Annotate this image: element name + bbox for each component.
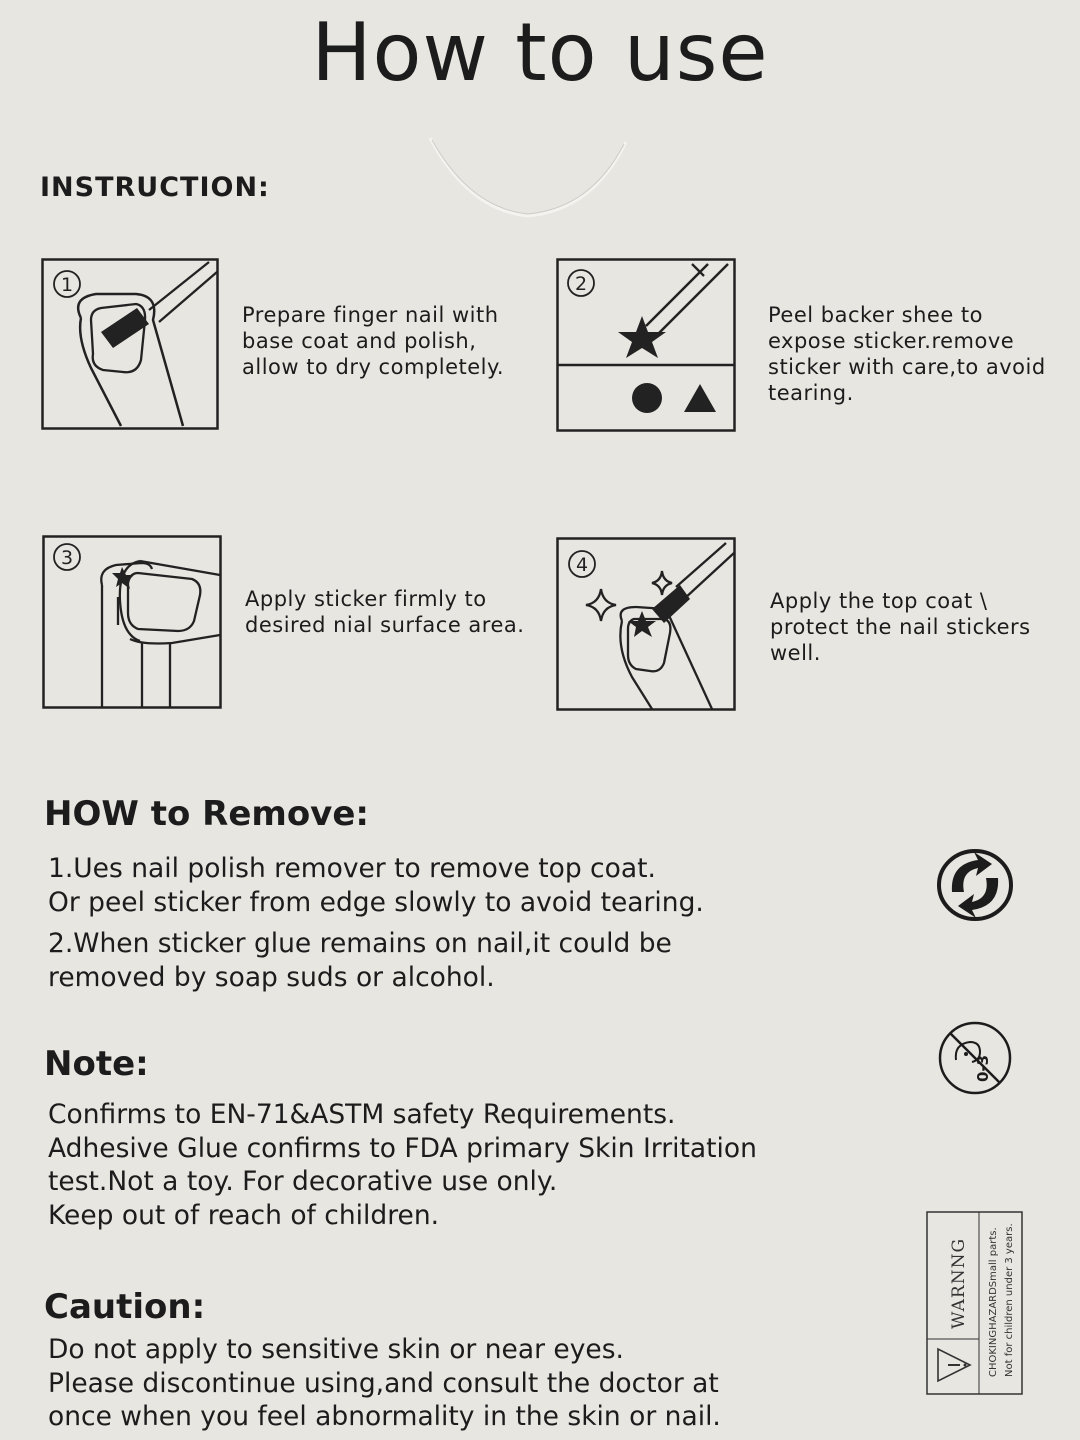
warning-line-1: CHOKINGHAZARDSmall parts. (988, 1227, 999, 1377)
step-1-illustration (41, 258, 219, 430)
step-3-number: 3 (60, 547, 74, 569)
instruction-label: INSTRUCTION: (40, 172, 270, 203)
page-title: How to use (311, 6, 769, 99)
warning-line-2: Not for children under 3 years. (1004, 1223, 1015, 1377)
step-1-number: 1 (60, 274, 74, 296)
step-1-text: Prepare finger nail with base coat and polish, allow to dry completely. (242, 303, 505, 379)
remove-item-1: 1.Ues nail polish remover to remove top coat. Or peel sticker from edge slowly to avoid tearing. (48, 853, 704, 918)
step-2-number: 2 (574, 273, 588, 295)
warning-title: WARNNG (949, 1237, 969, 1329)
step-4-number: 4 (575, 554, 589, 576)
step-3-illustration (42, 535, 220, 707)
not-for-age-icon (936, 1020, 1014, 1096)
age-badge-text: 0-3 (974, 1054, 992, 1082)
caution-heading: Caution: (44, 1287, 206, 1327)
step-4-text: Apply the top coat \ protect the nail stickers well. (770, 589, 1031, 665)
note-text: Confirms to EN-71&ASTM safety Requirements. Adhesive Glue confirms to FDA primary Skin Irritation test.Not a toy. For decorative use only. Keep out of reach of children. (48, 1099, 757, 1231)
remove-heading: HOW to Remove: (44, 794, 369, 834)
recycle-icon (936, 848, 1014, 922)
step-2-illustration (556, 258, 734, 430)
caution-text: Do not apply to sensitive skin or near eyes. Please discontinue using,and consult the doctor at once when you feel abnormality in the skin or nail. (48, 1334, 721, 1432)
step-4-illustration (556, 537, 734, 709)
hang-hole-cutout (428, 130, 628, 220)
step-3-text: Apply sticker firmly to desired nial surface area. (245, 587, 525, 637)
remove-item-2: 2.When sticker glue remains on nail,it could be removed by soap suds or alcohol. (48, 928, 672, 993)
warning-label (926, 1211, 1023, 1395)
note-heading: Note: (44, 1044, 149, 1084)
step-2-text: Peel backer shee to expose sticker.remove sticker with care,to avoid tearing. (768, 303, 1046, 405)
warning-triangle-icon (938, 1349, 970, 1381)
